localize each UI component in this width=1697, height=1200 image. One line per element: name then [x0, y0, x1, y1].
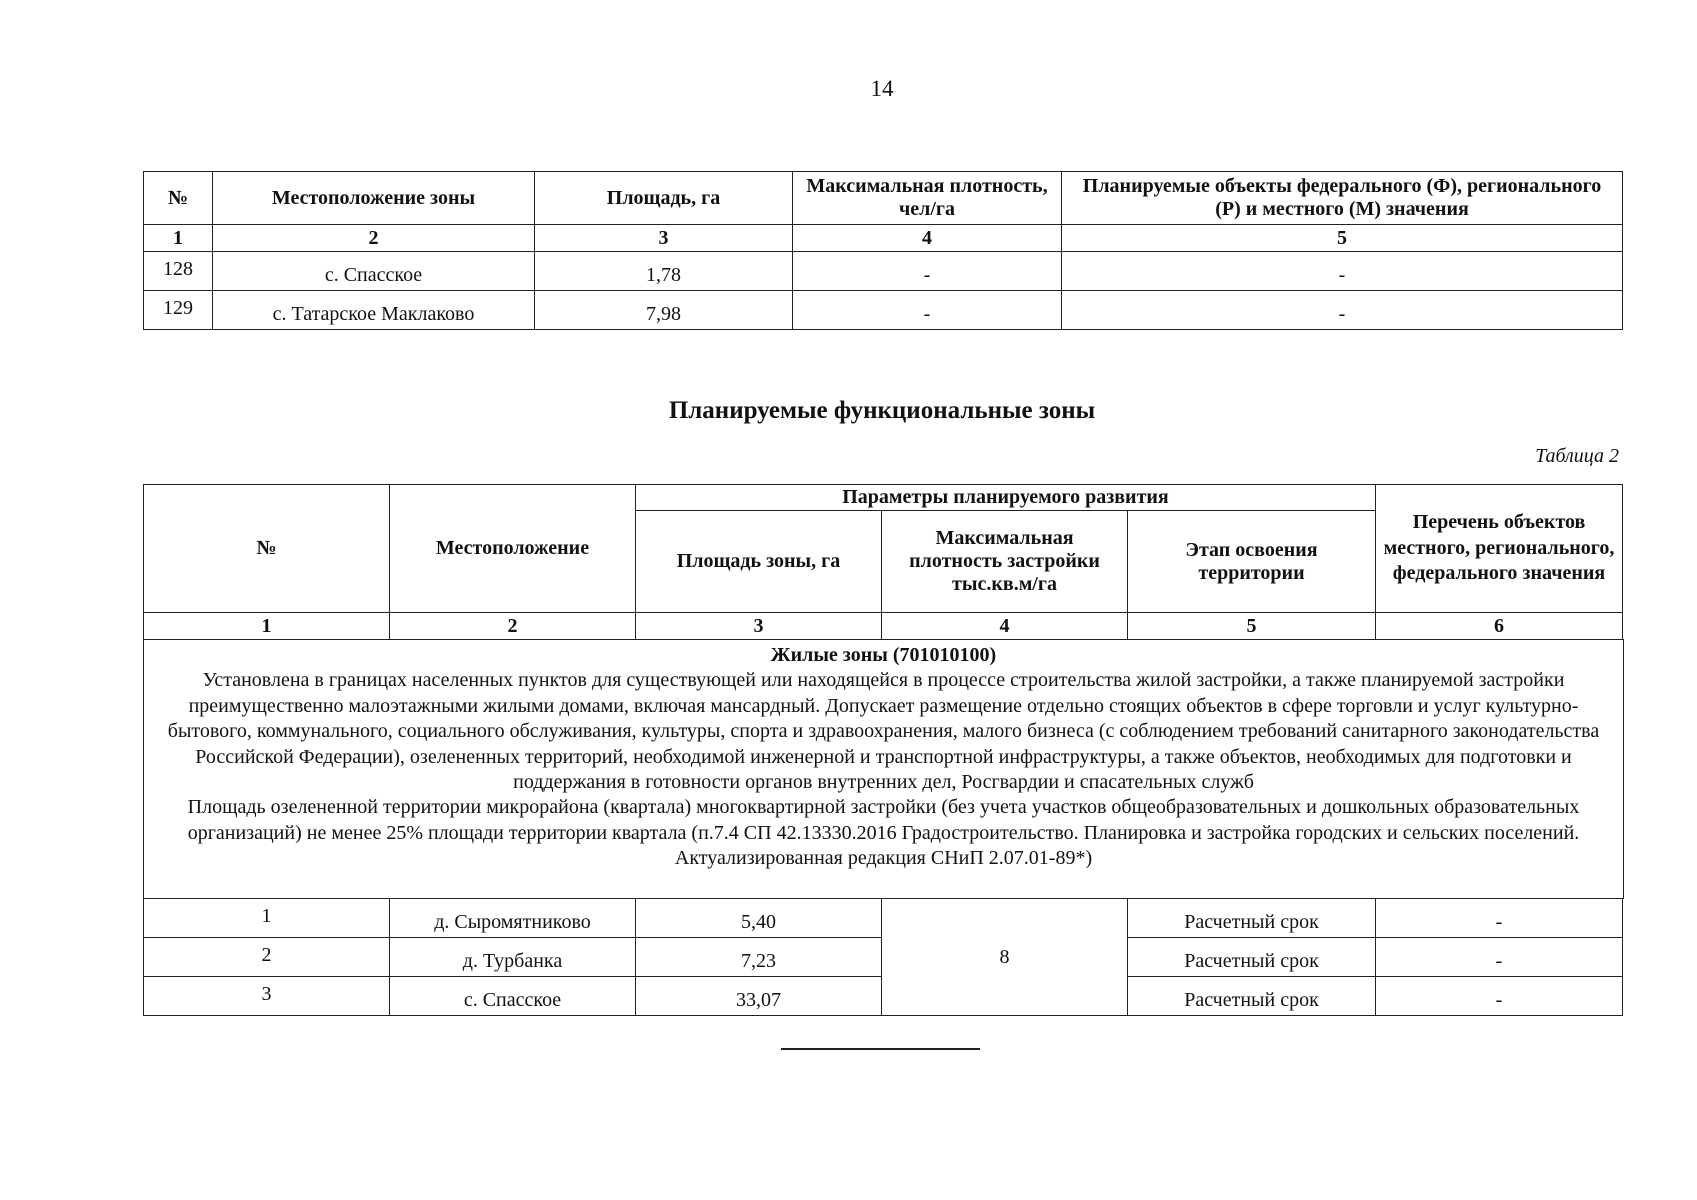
t1-row-num: 129	[143, 290, 213, 330]
t1-index-cell: 3	[534, 224, 793, 252]
t2-row-num: 1	[143, 898, 390, 938]
t1-header-density: Максимальная плотность, чел/га	[792, 171, 1062, 225]
t1-row-location: с. Татарское Маклаково	[212, 290, 535, 330]
t2-shared-density: 8	[881, 898, 1128, 1016]
t1-index-cell: 4	[792, 224, 1062, 252]
t2-row-stage: Расчетный срок	[1127, 937, 1376, 977]
t2-header-params: Параметры планируемого развития	[635, 484, 1376, 511]
t1-row-objects: -	[1061, 290, 1623, 330]
t2-header-density: Максимальная плотность застройки тыс.кв.м/га	[881, 510, 1128, 613]
t1-row-area: 7,98	[534, 290, 793, 330]
zone-description-cell	[143, 639, 1624, 899]
t1-row-objects: -	[1061, 251, 1623, 291]
t1-index-cell: 5	[1061, 224, 1623, 252]
t2-row-num: 2	[143, 937, 390, 977]
t1-row-area: 1,78	[534, 251, 793, 291]
t2-row-stage: Расчетный срок	[1127, 976, 1376, 1016]
t1-index-cell: 1	[143, 224, 213, 252]
section-title: Планируемые функциональные зоны	[668, 397, 1096, 424]
t1-header-objects: Планируемые объекты федерального (Ф), регионального (Р) и местного (М) значения	[1061, 171, 1623, 225]
t2-row-num: 3	[143, 976, 390, 1016]
t1-index-cell: 2	[212, 224, 535, 252]
t2-row-stage: Расчетный срок	[1127, 898, 1376, 938]
t2-row-objects: -	[1375, 898, 1623, 938]
t2-header-stage: Этап освоения территории	[1127, 510, 1376, 613]
footer-rule	[781, 1048, 980, 1050]
t1-row-density: -	[792, 290, 1062, 330]
t2-header-num: №	[143, 484, 390, 613]
t2-header-objects: Перечень объектов местного, регионального, федерального значения	[1375, 484, 1623, 613]
t2-index-cell: 5	[1127, 612, 1376, 640]
t1-row-density: -	[792, 251, 1062, 291]
t2-row-area: 7,23	[635, 937, 882, 977]
t2-row-location: д. Турбанка	[389, 937, 636, 977]
t2-row-location: д. Сыромятниково	[389, 898, 636, 938]
zone-note: Площадь озелененной территории микрорайона (квартала) многоквартирной застройки (без учета участков общеобразовательных и дошкольных образовательных организаций) не менее 25% площади территории квартала (п.7.4 СП 42.13330.2016 Градостроительство. Планировка и застройка городских и сельских поселений. Актуализированная редакция СНиП 2.07.01-89*)	[187, 796, 1580, 870]
t2-row-location: с. Спасское	[389, 976, 636, 1016]
t2-row-objects: -	[1375, 976, 1623, 1016]
t1-header-num: №	[143, 171, 213, 225]
table-caption: Таблица 2	[1535, 445, 1619, 467]
t2-row-area: 33,07	[635, 976, 882, 1016]
t2-row-area: 5,40	[635, 898, 882, 938]
t2-header-location: Местоположение	[389, 484, 636, 613]
t2-row-objects: -	[1375, 937, 1623, 977]
t1-row-num: 128	[143, 251, 213, 291]
t2-header-area: Площадь зоны, га	[635, 510, 882, 613]
page-number: 14	[870, 76, 894, 101]
t2-index-cell: 1	[143, 612, 390, 640]
zone-description: Установлена в границах населенных пунктов для существующей или находящейся в процессе строительства жилой застройки, а также планируемой застройки преимущественно малоэтажными жилыми домами, включая мансардный. Допускает размещение отдельно стоящих объектов в сфере торговли и услуг культурно-бытового, коммунального, социального обслуживания, культуры, спорта и здравоохранения, малого бизнеса (с соблюдением требований санитарного законодательства Российской Федерации), озелененных территорий, необходимой инженерной и транспортной инфраструктуры, а также объектов, необходимых для подготовки и поддержания в готовности органов внутренних дел, Росгвардии и спасательных служб	[167, 669, 1600, 794]
t2-index-cell: 3	[635, 612, 882, 640]
t1-header-location: Местоположение зоны	[212, 171, 535, 225]
t1-row-location: с. Спасское	[212, 251, 535, 291]
t1-header-area: Площадь, га	[534, 171, 793, 225]
t2-index-cell: 6	[1375, 612, 1623, 640]
t2-index-cell: 2	[389, 612, 636, 640]
zone-title: Жилые зоны (701010100)	[770, 644, 997, 666]
t2-index-cell: 4	[881, 612, 1128, 640]
